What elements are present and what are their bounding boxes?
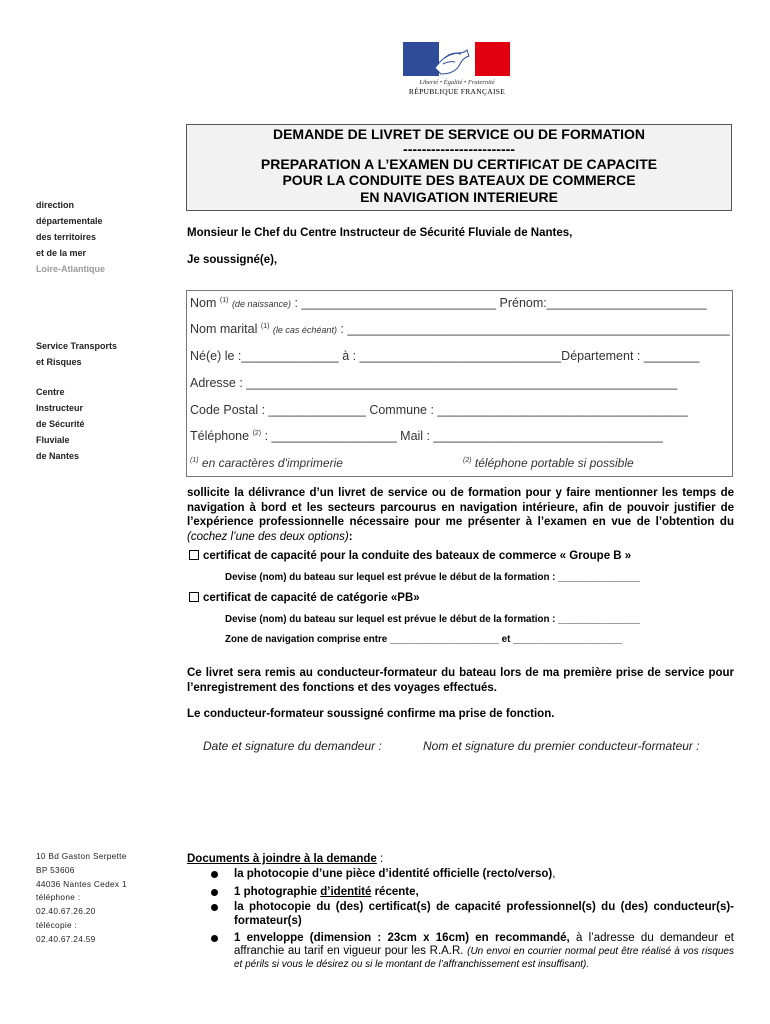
documents-heading [187,853,734,865]
footnote-text: téléphone portable si possible [471,456,634,470]
bullet-icon [211,904,218,911]
sidebar-service [36,338,117,370]
bullet-icon [211,935,218,942]
punctuation: , [552,868,556,880]
title-line-1: DEMANDE DE LIVRET DE SERVICE OU DE FORMATION [272,126,646,142]
documents-section [187,853,734,976]
address-line: 10 Bd Gaston Serpette [36,851,127,861]
sidebar-text: de Nantes [36,451,80,461]
request-note: (cochez l’une des deux options) [187,530,349,543]
birth-field[interactable]: Né(e) le :______________ à : _____________________________Département : ________ [190,349,700,363]
address-line: BP 53606 [36,864,75,875]
footnote-1 [190,456,343,470]
bullet-icon [211,871,218,878]
bullet-icon [211,889,218,896]
document-1: la photocopie d’une pièce d’identité officielle (recto/verso) [234,868,553,880]
checkbox-pb[interactable] [189,592,199,602]
option-groupe-b-label: certificat de capacité pour la conduite des bateaux de commerce « Groupe B » [203,550,632,562]
sidebar-text: départementale [36,216,103,226]
title-line-5: EN NAVIGATION INTERIEURE [360,188,558,205]
title-line-3: PREPARATION A L’EXAMEN DU CERTIFICAT DE CAPACITE [260,155,658,172]
fax-number: 02.40.67.24.59 [36,933,96,944]
nom-field[interactable] [190,296,707,310]
sidebar-text: direction [36,200,75,210]
document-2-end: récente, [371,885,419,898]
document-4-detail: à l’adresse du demandeur et affranchie au tarif en vigueur pour les R.A.R. [234,932,734,957]
sidebar-text: Service Transports [36,341,118,351]
nom-blank[interactable]: : ____________________________ Prénom:_______________________ [290,296,707,310]
option-pb-label: certificat de capacité de catégorie «PB» [203,592,420,604]
salutation: Monsieur le Chef du Centre Instructeur de Sécurité Fluviale de Nantes, [187,227,573,239]
footnote-marker: (2) [463,457,472,464]
phone-label: Téléphone [190,429,250,443]
republique-francaise-logo [403,42,511,96]
undersigned-label: Je soussigné(e), [187,254,278,266]
nom-marital-field[interactable] [190,322,730,336]
checkbox-groupe-b[interactable] [189,550,199,560]
address-field[interactable]: Adresse : ______________________________________________________________ [190,376,678,390]
footnote-2 [463,456,634,470]
document-2-underlined: d’identité [320,885,372,898]
zone-field[interactable]: Zone de navigation comprise entre ____________________ et ____________________ [225,634,623,645]
marital-blank[interactable]: : _______________________________________________________ [336,322,730,336]
sidebar-text: Instructeur [36,403,84,413]
marital-label: Nom marital [190,322,258,336]
document-3: la photocopie du (des) certificat(s) de capacité professionnel(s) du (des) conducteur(s)-formateur(s) [234,901,734,927]
republic-name: RÉPUBLIQUE FRANÇAISE [408,87,506,96]
confirm-text: Le conducteur-formateur soussigné confirme ma prise de fonction. [187,708,555,720]
documents-heading-text: Documents à joindre à la demande [187,853,377,865]
address-line: 44036 Nantes Cedex 1 [36,878,127,889]
sidebar-text: Centre [36,387,65,397]
document-2: 1 photographie [234,885,321,898]
request-paragraph [187,486,734,544]
title-separator: ------------------------ [403,140,515,157]
footnote-marker: (2) [252,429,262,437]
sidebar-text: des territoires [36,232,97,242]
nom-note: (de naissance) [231,299,291,309]
form-title-box [186,124,732,211]
documents-list [187,868,734,972]
sidebar-department [36,197,105,277]
sidebar-text: et Risques [36,357,82,367]
devise-field-1[interactable]: Devise (nom) du bateau sur lequel est prévue le début de la formation : _______________ [225,572,640,583]
list-item [187,901,734,928]
signature-applicant: Date et signature du demandeur : [203,739,382,753]
phone-mail-blank[interactable]: : __________________ Mail : _________________________________ [261,429,663,443]
request-text: sollicite la délivrance d’un livret de service ou de formation pour y faire mentionner les temps de navigation à bord et les secteurs parcourus en navigation intérieure, afin de pouvoir justifier de l’expérience professionnelle nécessaire pour me présenter à l’examen en vue de l’obtention du [187,487,734,528]
document-4-note: (Un envoi en courrier normal peut être réalisé à vos risques et périls si vous le désirez ou si le montant de l’affranchissement est insuffisant). [234,945,734,970]
footnote-marker: (1) [260,322,270,330]
remis-paragraph: Ce livret sera remis au conducteur-formateur du bateau lors de ma première prise de service pour l’enregistrement des fonctions et des voyages effectués. [187,667,734,694]
list-item [187,932,734,972]
marianne-flag-icon [403,42,510,76]
list-item [187,886,734,900]
sidebar-address [36,850,127,947]
marianne-profile-icon [431,42,471,76]
marital-note: (le cas échéant) [272,325,337,335]
sidebar-text: Fluviale [36,435,70,445]
postal-commune-field[interactable]: Code Postal : ______________ Commune : ____________________________________ [190,403,688,417]
documents-heading-colon: : [376,853,384,865]
option-groupe-b[interactable] [189,550,631,562]
sidebar-centre [36,384,85,464]
republic-motto: Liberté • Égalité • Fraternité [419,79,495,86]
footnote-text: en caractères d'imprimerie [198,456,343,470]
list-item [187,868,734,882]
option-pb[interactable] [189,592,420,604]
address-line: télécopie : [36,919,78,930]
identity-form [186,290,733,477]
footnote-marker: (1) [190,457,199,464]
signature-trainer: Nom et signature du premier conducteur-formateur : [423,739,700,753]
sidebar-text: de Sécurité [36,419,85,429]
phone-mail-field[interactable] [190,429,663,443]
phone-number: 02.40.67.26.20 [36,906,96,917]
sidebar-location: Loire-Atlantique [36,264,105,274]
nom-label: Nom [190,296,217,310]
title-line-4: POUR LA CONDUITE DES BATEAUX DE COMMERCE [282,172,636,188]
address-line: téléphone : [36,892,81,903]
sidebar-text: et de la mer [36,248,87,258]
footnote-marker: (1) [219,296,229,304]
request-colon: : [348,530,353,543]
devise-field-2[interactable]: Devise (nom) du bateau sur lequel est prévue le début de la formation : _______________ [225,614,640,625]
document-4: 1 enveloppe (dimension : 23cm x 16cm) en recommandé, [234,932,570,944]
